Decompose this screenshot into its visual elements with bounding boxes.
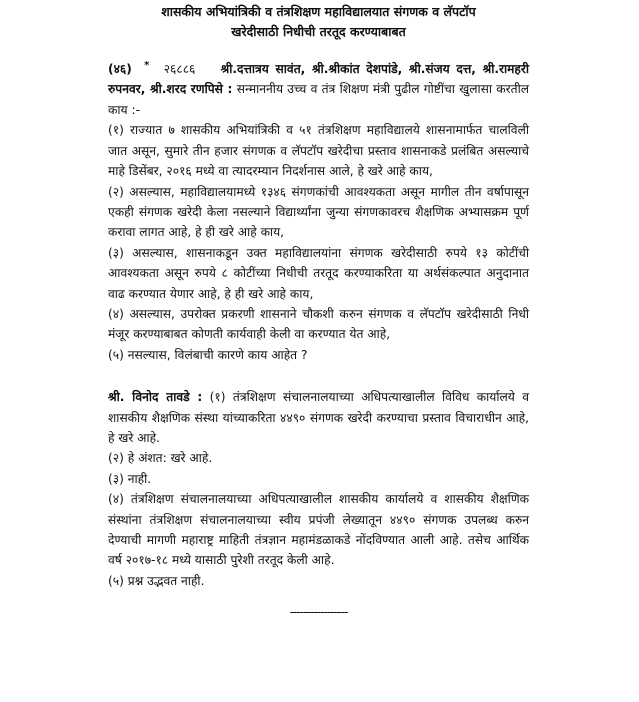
document-page [0, 2, 639, 702]
question-askers: श्री.दत्तात्रय सावंत, श्री.श्रीकांत देशपांडे, श्री.संजय दत्त, श्री.रामहरी रुपनवर, श्री.शरद रणपिसे : [108, 62, 530, 97]
answer-speaker: श्री. विनोद तावडे : [108, 390, 203, 405]
question-header [108, 56, 529, 120]
question-part-5: (५) नसल्यास, विलंबाची कारणे काय आहेत ? [108, 347, 308, 362]
question-part-1: (१) राज्यात ७ शासकीय अभियांत्रिकी व ५१ तंत्रशिक्षण महाविद्यालये शासनामार्फत चालविली जात असून, सुमारे तीन हजार संगणक व लॅपटॉप खरेदीचा प्रस्ताव शासनाकडे प्रलंबित असल्याचे माहे डिसेंबर, २०१६ मध्ये वा त्यादरम्यान निदर्शनास आले, हे खरे आहे काय, [108, 123, 529, 179]
question-id: २६८८६ [163, 62, 196, 77]
answer-part-3: (३) नाही. [108, 471, 152, 486]
question-part-4: (४) असल्यास, उपरोक्त प्रकरणी शासनाने चौकशी करुन संगणक व लॅपटॉप खरेदीसाठी निधी मंजूर करण्याबाबत कोणती कार्यवाही केली वा करण्यात येत आहे, [108, 306, 529, 342]
end-separator: ----------------- [289, 605, 348, 620]
document-title [108, 2, 529, 42]
answer-part-2: (२) हे अंशत: खरे आहे. [108, 451, 213, 466]
title-line-1: शासकीय अभियांत्रिकी व तंत्रशिक्षण महाविद्यालयात संगणक व लॅपटॉप [161, 4, 476, 19]
answer-part-1 [108, 387, 529, 448]
starred-marker: * [144, 60, 150, 71]
question-intro: सन्माननीय उच्च व तंत्र शिक्षण मंत्री पुढील गोष्टींचा खुलासा करतील काय :- [108, 82, 529, 117]
answer-part-1-text: (१) तंत्रशिक्षण संचालनालयाच्या अधिपत्याखालील विविध कार्यालये व शासकीय शैक्षणिक संस्था यांच्याकरिता ४४९० संगणक खरेदी करण्याचा प्रस्ताव विचाराधीन आहे, हे खरे आहे. [108, 390, 530, 445]
answer-part-5: (५) प्रश्न उद्भवत नाही. [108, 573, 205, 588]
question-part-3: (३) असल्यास, शासनाकडून उक्त महाविद्यालयांना संगणक खरेदीसाठी रुपये १३ कोटींची आवश्यकता असून रुपये ८ कोटींच्या निधीची तरतूद करण्याकरिता या अर्थसंकल्पात अनुदानात वाढ करण्यात येणार आहे, हे ही खरे आहे काय, [108, 245, 529, 301]
question-number: (४६) [108, 62, 132, 77]
title-line-2: खरेदीसाठी निधीची तरतूद करण्याबाबत [231, 24, 406, 39]
question-block [108, 56, 529, 365]
question-part-2: (२) असल्यास, महाविद्यालयामध्ये १३४६ संगणकांची आवश्यकता असून मागील तीन वर्षापासून एकही संगणक खरेदी केला नसल्याने विद्यार्थ्यांना जुन्या संगणकावरच शैक्षणिक अभ्यासक्रम पूर्ण करावा लागत आहे, हे ही खरे आहे काय, [108, 184, 529, 240]
answer-part-4: (४) तंत्रशिक्षण संचालनालयाच्या अधिपत्याखालील शासकीय कार्यालये व शासकीय शैक्षणिक संस्थांना तंत्रशिक्षण संचालनालयाच्या स्वीय प्रपंजी लेख्यातून ४४९० संगणक उपलब्ध करुन देण्याची मागणी महाराष्ट्र माहिती तंत्रज्ञान महामंडळाकडे नोंदविण्यात आली आहे. तसेच आर्थिक वर्ष २०१७-१८ मध्ये यासाठी पुरेशी तरतूद केली आहे. [108, 492, 529, 568]
answer-block [108, 387, 529, 591]
